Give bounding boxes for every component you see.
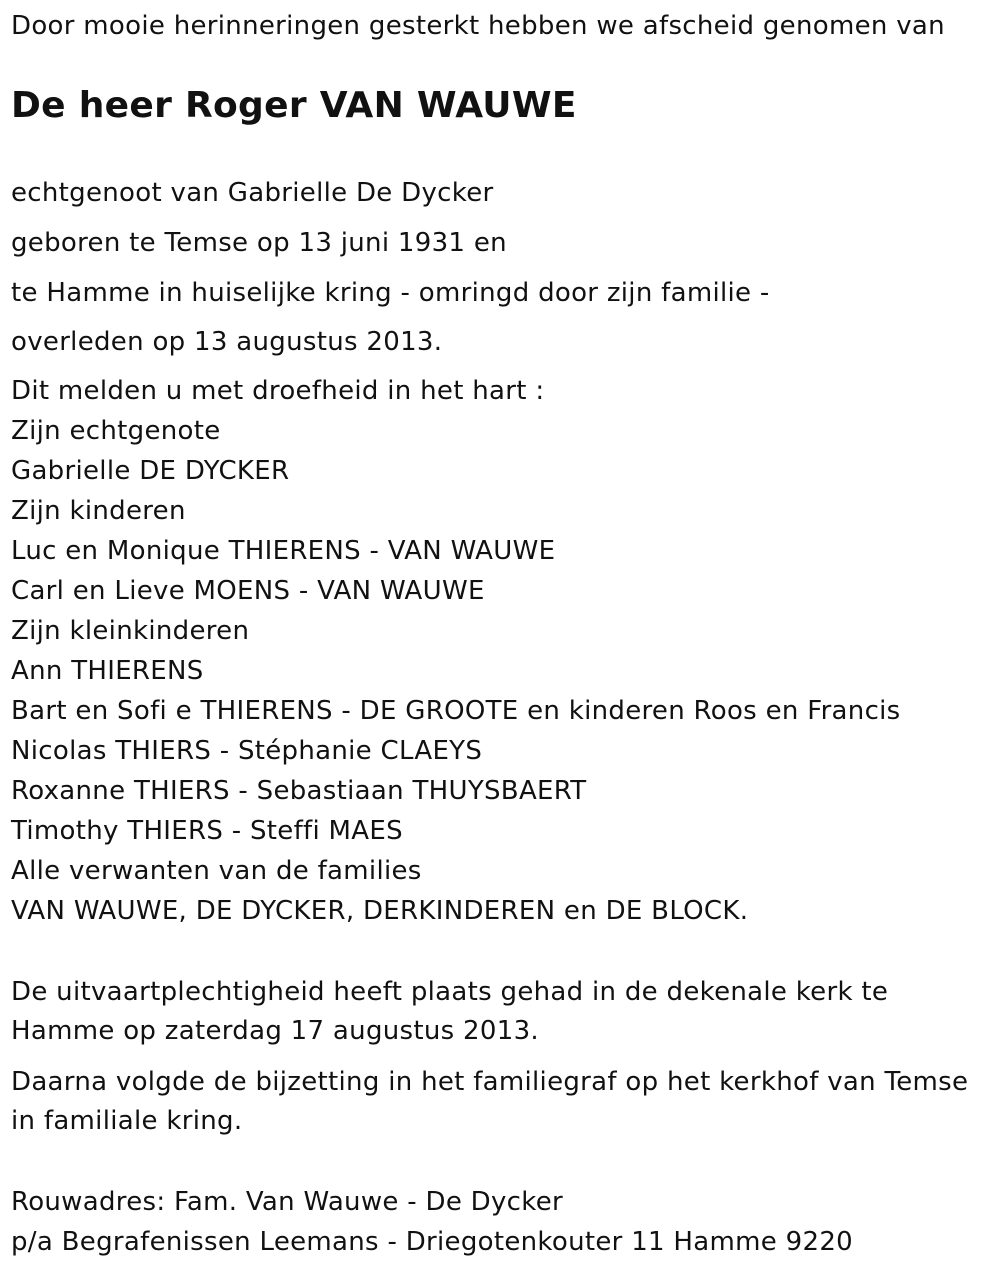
funeral-line: Hamme op zaterdag 17 augustus 2013. [11, 1016, 539, 1046]
mourner-line: Bart en Sofi e THIERENS - DE GROOTE en kinderen Roos en Francis [11, 696, 901, 726]
mourner-line: Nicolas THIERS - Stéphanie CLAEYS [11, 736, 483, 766]
burial-line: in familiale kring. [11, 1106, 243, 1136]
detail-line: echtgenoot van Gabrielle De Dycker [11, 178, 494, 208]
mourner-line: Roxanne THIERS - Sebastiaan THUYSBAERT [11, 776, 587, 806]
mourner-line: Luc en Monique THIERENS - VAN WAUWE [11, 536, 556, 566]
burial-line: Daarna volgde de bijzetting in het familiegraf op het kerkhof van Temse [11, 1067, 969, 1097]
address-line: p/a Begrafenissen Leemans - Driegotenkouter 11 Hamme 9220 [11, 1227, 854, 1257]
mourner-line: Gabrielle DE DYCKER [11, 456, 290, 486]
intro-text: Door mooie herinneringen gesterkt hebben we afscheid genomen van [11, 11, 945, 41]
mourner-line: Ann THIERENS [11, 656, 204, 686]
mourner-line: Zijn kinderen [11, 496, 186, 526]
mourner-line: Timothy THIERS - Steffi MAES [11, 816, 403, 846]
detail-line: geboren te Temse op 13 juni 1931 en [11, 228, 507, 258]
mourner-line: Alle verwanten van de families [11, 856, 422, 886]
address-line: Rouwadres: Fam. Van Wauwe - De Dycker [11, 1187, 563, 1217]
deceased-name: De heer Roger VAN WAUWE [11, 85, 577, 126]
funeral-line: De uitvaartplechtigheid heeft plaats gehad in de dekenale kerk te [11, 977, 889, 1007]
mourners-intro: Dit melden u met droefheid in het hart : [11, 376, 545, 406]
mourner-line: VAN WAUWE, DE DYCKER, DERKINDEREN en DE BLOCK. [11, 896, 749, 926]
detail-line: overleden op 13 augustus 2013. [11, 327, 443, 357]
mourner-line: Zijn kleinkinderen [11, 616, 250, 646]
mourner-line: Carl en Lieve MOENS - VAN WAUWE [11, 576, 485, 606]
mourner-line: Zijn echtgenote [11, 416, 221, 446]
detail-line: te Hamme in huiselijke kring - omringd door zijn familie - [11, 278, 770, 308]
